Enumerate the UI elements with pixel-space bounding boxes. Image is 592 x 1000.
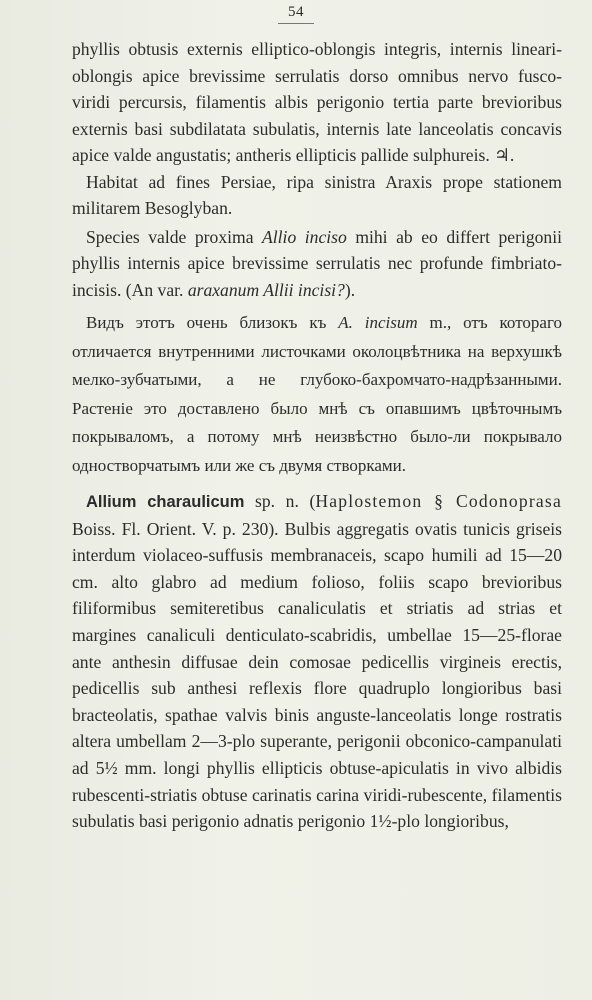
comparison-text-start: Species valde proxima xyxy=(86,226,263,247)
paragraph-comparison-latin xyxy=(72,224,562,304)
comparison-text-mid: mihi ab eo differt perigonii phyllis internis apice brevissime serrulatis nec profunde fimbriato-incisis. (An var. xyxy=(72,226,563,300)
variety-name-italic: araxanum Allii incisi? xyxy=(187,279,345,300)
page-number-rule xyxy=(278,23,314,24)
comparison-text-end: ). xyxy=(344,279,356,300)
paragraph-habitat xyxy=(72,169,562,222)
paragraph-description-continued xyxy=(72,36,562,169)
species-note: sp. n. ( xyxy=(244,491,316,511)
page-number: 54 xyxy=(288,4,304,20)
habitat-text: Habitat ad fines Persiae, ripa sinistra Araxis prope stationem militarem Besoglyban. xyxy=(72,171,562,218)
allio-inciso-italic: Allio inciso xyxy=(262,226,347,247)
description-text: phyllis obtusis externis elliptico-oblongis integris, internis lineari-oblongis apice brevissime serrulatis dorso omnibus nervo fusco-viridi percursis, filamentis albis perigonio tertia parte brevioribus externis basi subdilatata subulatis, internis late lanceolatis concavis apice valde angustatis; antheris ellipticis pallide sulphureis. ♃. xyxy=(72,39,562,165)
incisum-italic: A. incisum xyxy=(338,313,418,332)
diagnosis-text: Boiss. Fl. Orient. V. p. 230). Bulbis aggregatis ovatis tunicis griseis interdum violaceo-suffusis membranaceis, scapo humili ad 15—20 cm. alto glabro ad medium folioso, foliis scapo brevioribus filiformibus semiteretibus canaliculatis et striatis ad strias et margines canaliculi denticulato-scabridis, umbellae 15—25-florae ante anthesin diffusae dein comosae pedicellis virgineis erectis, pedicellis sub anthesi reflexis flore quadruplo longioribus basi bracteolatis, spathae valvis binis anguste-lanceolatis longe rostratis altera umbellam 2—3-plo superante, perigonii obconico-campanulati ad 5½ mm. longi phyllis ellipticis obtuse-apiculatis in vivo albidis rubescenti-striatis obtuse carinatis carina viridi-rubescente, filamentis subulatis basi perigonio adnatis perigonio 1½-plo longioribus, xyxy=(72,518,562,832)
page-body xyxy=(72,36,562,835)
paragraph-species-diagnosis xyxy=(72,488,562,835)
russian-text-start: Видъ этотъ очень близокъ къ xyxy=(86,313,339,332)
paragraph-comparison-russian xyxy=(72,309,562,480)
russian-text-end: m., отъ котораго отличается внутренними листочками околоцвѣтника на верхушкѣ мелко-зубчатыми, а не глубоко-бахромчато-надрѣзанными. Растенiе это доставлено было мнѣ съ опавшимъ цвѣточнымъ покрываломъ, а потому мнѣ неизвѣстно было-ли покрывало одностворчатымъ или же съ двумя створками. xyxy=(72,313,562,475)
section-name-spaced: Haplostemon § Codonoprasa xyxy=(315,491,562,511)
species-name-heading: Allium charaulicum xyxy=(86,493,245,511)
